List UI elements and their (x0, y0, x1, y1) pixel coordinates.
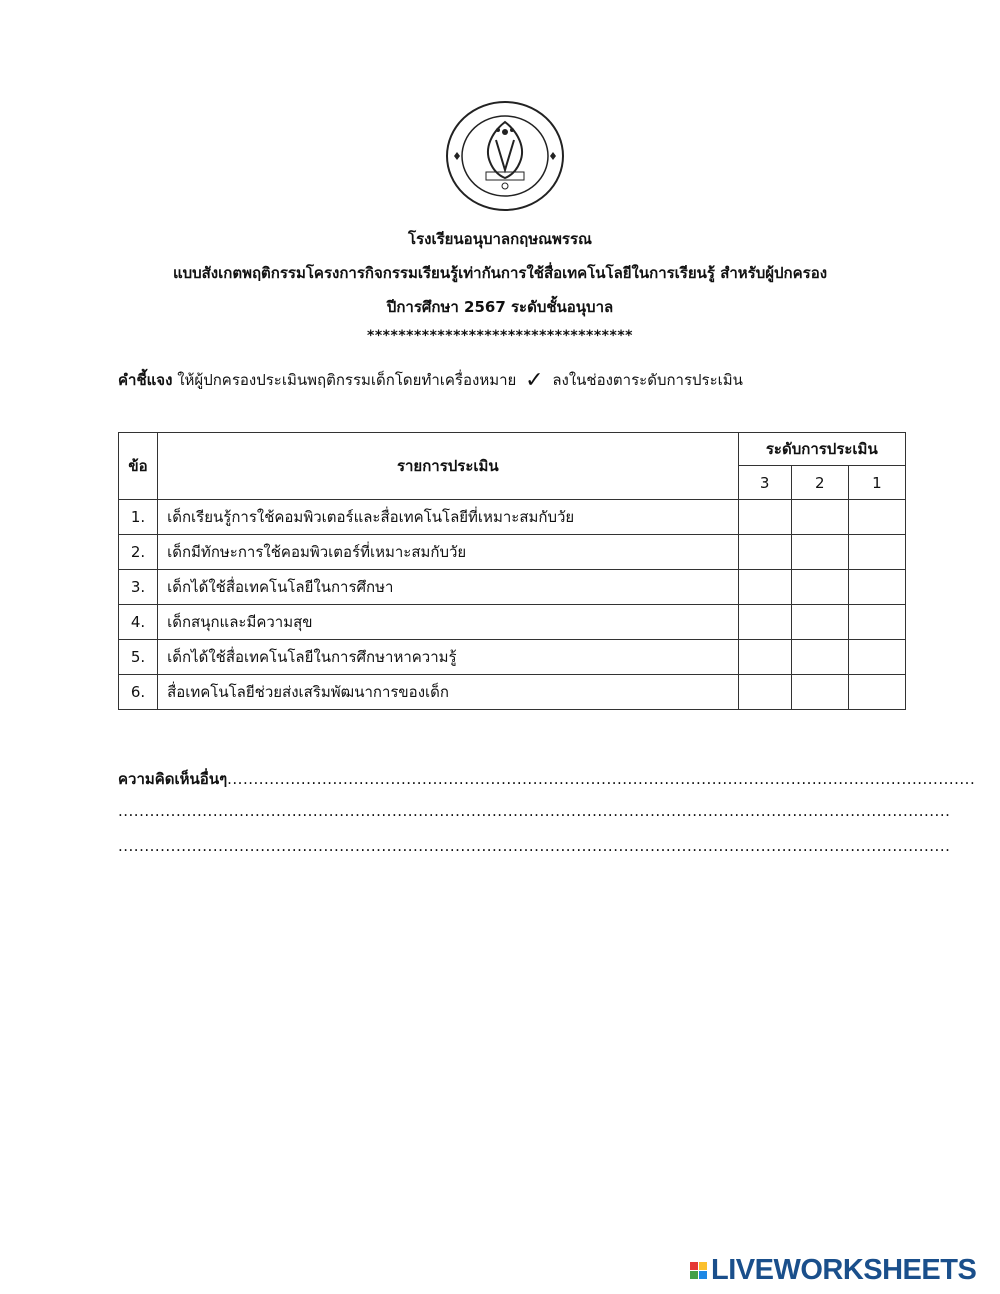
liveworksheets-icon (690, 1262, 707, 1279)
evaluation-table (118, 432, 906, 710)
table-row (119, 535, 906, 570)
separator-stars: ********************************** (367, 328, 633, 344)
academic-year: ปีการศึกษา 2567 ระดับชั้นอนุบาล (386, 298, 614, 316)
score-cell-3[interactable] (738, 500, 791, 535)
header-item: รายการประเมิน (158, 433, 738, 500)
row-number: 4. (119, 605, 158, 640)
icon-square-green (690, 1271, 698, 1279)
score-cell-3[interactable] (738, 640, 791, 675)
score-cell-2[interactable] (791, 500, 848, 535)
table-row (119, 675, 906, 710)
score-cell-2[interactable] (791, 640, 848, 675)
instructions (118, 368, 743, 393)
score-cell-3[interactable] (738, 675, 791, 710)
header-no: ข้อ (119, 433, 158, 500)
score-cell-1[interactable] (848, 640, 905, 675)
score-cell-1[interactable] (848, 500, 905, 535)
row-item: เด็กเรียนรู้การใช้คอมพิวเตอร์และสื่อเทคโนโลยีที่เหมาะสมกับวัย (158, 500, 738, 535)
comment-dots: .............................................................................................................................................................. (118, 802, 951, 820)
score-cell-2[interactable] (791, 605, 848, 640)
level-1-header: 1 (848, 466, 905, 500)
icon-square-blue (699, 1271, 707, 1279)
comment-dots: .............................................................................................................................................................. (118, 837, 951, 855)
level-2-header: 2 (791, 466, 848, 500)
comment-line-1[interactable] (118, 767, 976, 791)
header-level: ระดับการประเมิน (738, 433, 905, 466)
score-cell-1[interactable] (848, 675, 905, 710)
table-row (119, 605, 906, 640)
row-item: เด็กมีทักษะการใช้คอมพิวเตอร์ที่เหมาะสมกับวัย (158, 535, 738, 570)
row-item: เด็กสนุกและมีความสุข (158, 605, 738, 640)
row-item: สื่อเทคโนโลยีช่วยส่งเสริมพัฒนาการของเด็ก (158, 675, 738, 710)
check-mark-icon: ✓ (525, 368, 544, 393)
row-number: 5. (119, 640, 158, 675)
brand-text: LIVEWORKSHEETS (711, 1254, 977, 1286)
row-number: 2. (119, 535, 158, 570)
school-name: โรงเรียนอนุบาลกฤษณพรรณ (408, 230, 592, 248)
school-logo (444, 100, 566, 212)
icon-square-red (690, 1262, 698, 1270)
score-cell-1[interactable] (848, 570, 905, 605)
comment-dots: .............................................................................................................................................. (227, 770, 976, 788)
table-row (119, 570, 906, 605)
score-cell-3[interactable] (738, 605, 791, 640)
instructions-text-after: ลงในช่องตาระดับการประเมิน (552, 371, 743, 389)
score-cell-2[interactable] (791, 535, 848, 570)
liveworksheets-brand (690, 1254, 976, 1287)
score-cell-1[interactable] (848, 605, 905, 640)
comment-line-3[interactable] (118, 837, 951, 855)
score-cell-2[interactable] (791, 570, 848, 605)
score-cell-3[interactable] (738, 570, 791, 605)
row-number: 3. (119, 570, 158, 605)
row-number: 6. (119, 675, 158, 710)
table-row (119, 640, 906, 675)
level-3-header: 3 (738, 466, 791, 500)
form-title: แบบสังเกตพฤติกรรมโครงการกิจกรรมเรียนรู้เท่ากันการใช้สื่อเทคโนโลยีในการเรียนรู้ สำหรับผู้ปกครอง (172, 264, 828, 282)
row-number: 1. (119, 500, 158, 535)
comment-label: ความคิดเห็นอื่นๆ (118, 770, 228, 788)
score-cell-1[interactable] (848, 535, 905, 570)
table-row (119, 500, 906, 535)
row-item: เด็กได้ใช้สื่อเทคโนโลยีในการศึกษา (158, 570, 738, 605)
instructions-text: ให้ผู้ปกครองประเมินพฤติกรรมเด็กโดยทำเครื่องหมาย (172, 371, 517, 389)
instructions-label: คำชี้แจง (118, 371, 173, 389)
score-cell-2[interactable] (791, 675, 848, 710)
score-cell-3[interactable] (738, 535, 791, 570)
row-item: เด็กได้ใช้สื่อเทคโนโลยีในการศึกษาหาความรู้ (158, 640, 738, 675)
comment-line-2[interactable] (118, 802, 951, 820)
icon-square-yellow (699, 1262, 707, 1270)
